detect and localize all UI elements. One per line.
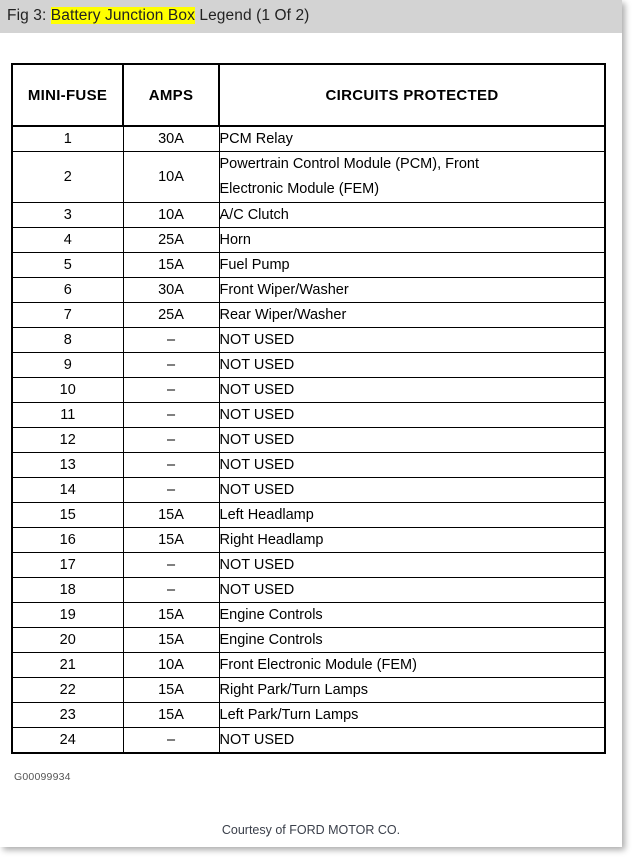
- table-row: [12, 528, 605, 553]
- cell-circuit: [219, 152, 605, 203]
- cell-mini-fuse: 15: [12, 503, 123, 528]
- table-row: [12, 678, 605, 703]
- courtesy-footer: Courtesy of FORD MOTOR CO.: [221, 823, 401, 837]
- figure-title-band: [0, 0, 622, 33]
- table-row: [12, 328, 605, 353]
- cell-mini-fuse: 9: [12, 353, 123, 378]
- cell-amps: –: [123, 403, 219, 428]
- cell-circuit: NOT USED: [219, 478, 605, 503]
- cell-circuit: Front Electronic Module (FEM): [219, 653, 605, 678]
- cell-circuit: NOT USED: [219, 553, 605, 578]
- cell-circuit: Engine Controls: [219, 603, 605, 628]
- cell-circuit: Right Park/Turn Lamps: [219, 678, 605, 703]
- figure-title: [7, 7, 309, 25]
- cell-circuit: Horn: [219, 228, 605, 253]
- cell-amps: 10A: [123, 203, 219, 228]
- cell-amps: 15A: [123, 603, 219, 628]
- cell-amps: –: [123, 478, 219, 503]
- cell-amps: –: [123, 353, 219, 378]
- cell-mini-fuse: 7: [12, 303, 123, 328]
- cell-mini-fuse: 16: [12, 528, 123, 553]
- cell-mini-fuse: 8: [12, 328, 123, 353]
- cell-amps: 30A: [123, 126, 219, 152]
- cell-circuit: Front Wiper/Washer: [219, 278, 605, 303]
- cell-amps: 25A: [123, 228, 219, 253]
- figure-title-prefix: Fig 3:: [7, 7, 51, 24]
- table-row: [12, 703, 605, 728]
- cell-amps: –: [123, 378, 219, 403]
- cell-amps: 15A: [123, 253, 219, 278]
- cell-amps: 15A: [123, 703, 219, 728]
- cell-amps: –: [123, 453, 219, 478]
- cell-mini-fuse: 5: [12, 253, 123, 278]
- cell-amps: 15A: [123, 503, 219, 528]
- table-body: [12, 126, 605, 753]
- table-row: [12, 278, 605, 303]
- table-row: [12, 553, 605, 578]
- cell-mini-fuse: 10: [12, 378, 123, 403]
- cell-amps: 10A: [123, 653, 219, 678]
- cell-circuit: Rear Wiper/Washer: [219, 303, 605, 328]
- cell-amps: 15A: [123, 678, 219, 703]
- cell-amps: 30A: [123, 278, 219, 303]
- cell-mini-fuse: 6: [12, 278, 123, 303]
- cell-circuit: NOT USED: [219, 403, 605, 428]
- cell-circuit: Fuel Pump: [219, 253, 605, 278]
- column-header-amps: AMPS: [123, 64, 219, 126]
- cell-amps: –: [123, 553, 219, 578]
- cell-mini-fuse: 4: [12, 228, 123, 253]
- table-row: [12, 353, 605, 378]
- cell-mini-fuse: 24: [12, 728, 123, 754]
- cell-circuit: Engine Controls: [219, 628, 605, 653]
- cell-mini-fuse: 3: [12, 203, 123, 228]
- cell-mini-fuse: 19: [12, 603, 123, 628]
- table-row: [12, 378, 605, 403]
- cell-circuit-line1: Powertrain Control Module (PCM), Front: [219, 156, 479, 172]
- table-row: [12, 653, 605, 678]
- cell-mini-fuse: 13: [12, 453, 123, 478]
- image-reference-code: G00099934: [14, 771, 71, 783]
- cell-mini-fuse: 17: [12, 553, 123, 578]
- cell-amps: 25A: [123, 303, 219, 328]
- table-header: [12, 64, 605, 126]
- table-row: [12, 126, 605, 152]
- cell-circuit: PCM Relay: [219, 126, 605, 152]
- table-row: [12, 603, 605, 628]
- cell-amps: –: [123, 578, 219, 603]
- cell-mini-fuse: 21: [12, 653, 123, 678]
- table-header-row: [12, 64, 605, 126]
- cell-amps: –: [123, 428, 219, 453]
- table-row: [12, 503, 605, 528]
- cell-circuit: Left Headlamp: [219, 503, 605, 528]
- cell-amps: –: [123, 728, 219, 754]
- column-header-circuits-protected: CIRCUITS PROTECTED: [219, 64, 605, 126]
- table-row: [12, 228, 605, 253]
- cell-circuit: NOT USED: [219, 453, 605, 478]
- table-row: [12, 203, 605, 228]
- cell-circuit: Right Headlamp: [219, 528, 605, 553]
- cell-circuit: NOT USED: [219, 378, 605, 403]
- figure-title-highlight: Battery Junction Box: [50, 7, 195, 24]
- cell-circuit: NOT USED: [219, 428, 605, 453]
- cell-circuit: NOT USED: [219, 353, 605, 378]
- table-row: [12, 478, 605, 503]
- cell-mini-fuse: 22: [12, 678, 123, 703]
- table-row: [12, 628, 605, 653]
- cell-amps: 10A: [123, 152, 219, 203]
- cell-circuit: NOT USED: [219, 578, 605, 603]
- table-row: [12, 403, 605, 428]
- cell-mini-fuse: 20: [12, 628, 123, 653]
- cell-mini-fuse: 23: [12, 703, 123, 728]
- table-row: [12, 578, 605, 603]
- table-row: [12, 428, 605, 453]
- cell-mini-fuse: 1: [12, 126, 123, 152]
- cell-amps: 15A: [123, 528, 219, 553]
- cell-circuit: A/C Clutch: [219, 203, 605, 228]
- cell-mini-fuse: 11: [12, 403, 123, 428]
- cell-circuit: Left Park/Turn Lamps: [219, 703, 605, 728]
- cell-amps: –: [123, 328, 219, 353]
- figure-title-suffix: Legend (1 Of 2): [194, 7, 310, 24]
- cell-mini-fuse: 12: [12, 428, 123, 453]
- cell-mini-fuse: 18: [12, 578, 123, 603]
- table-row: [12, 303, 605, 328]
- fuse-legend-table: [11, 63, 606, 754]
- table-row: [12, 453, 605, 478]
- table-row: [12, 253, 605, 278]
- cell-circuit: NOT USED: [219, 728, 605, 754]
- table-row: [12, 152, 605, 203]
- cell-amps: 15A: [123, 628, 219, 653]
- table-row: [12, 728, 605, 754]
- column-header-mini-fuse: MINI-FUSE: [12, 64, 123, 126]
- cell-circuit: NOT USED: [219, 328, 605, 353]
- cell-mini-fuse: 2: [12, 152, 123, 203]
- cell-circuit-line2: Electronic Module (FEM): [219, 181, 380, 197]
- cell-mini-fuse: 14: [12, 478, 123, 503]
